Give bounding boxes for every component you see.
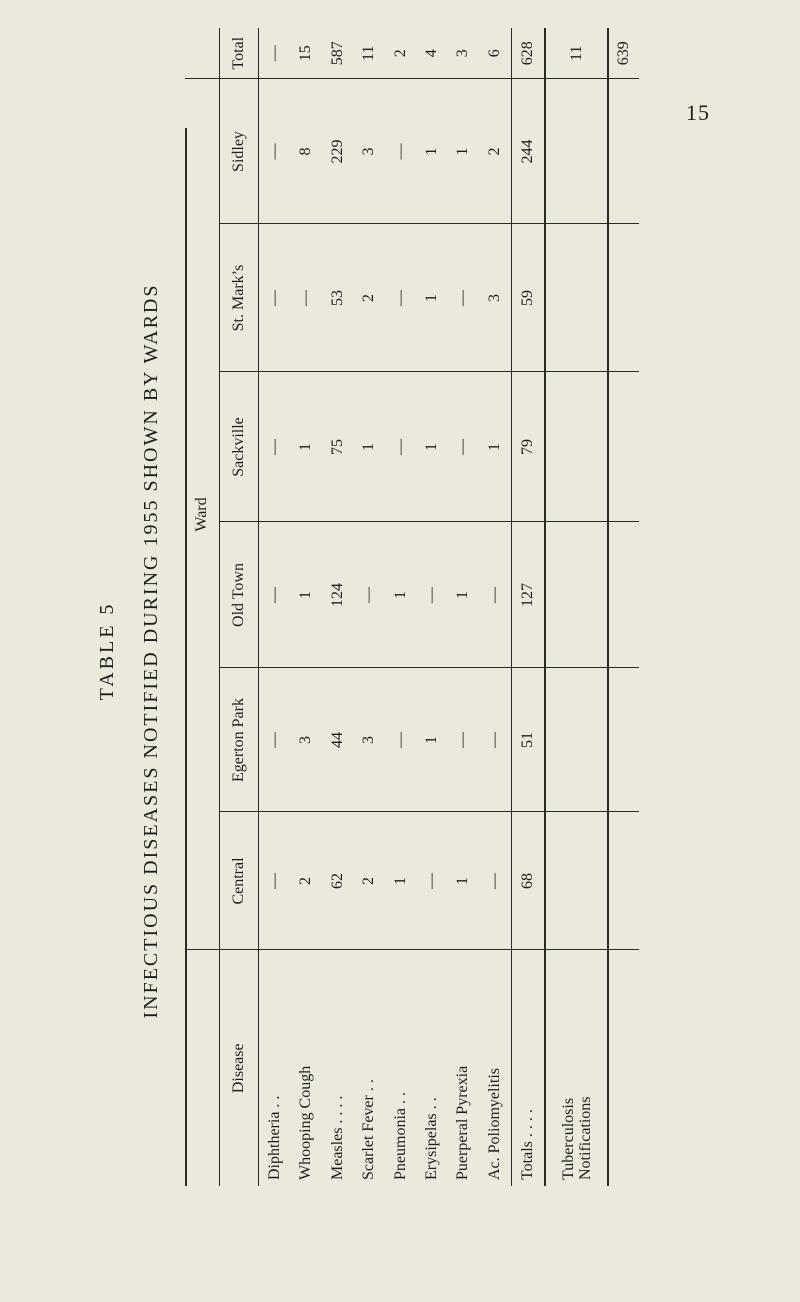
column-header-row <box>220 28 259 1186</box>
disease-cell: Scarlet Fever . . <box>360 1079 378 1180</box>
value-cell: 1 <box>291 522 322 668</box>
totals-cell: 68 <box>511 812 545 950</box>
empty-cell <box>608 950 639 1186</box>
total-cell: 587 <box>322 28 353 79</box>
value-cell: — <box>448 668 479 812</box>
table-row <box>385 28 416 1186</box>
value-cell: — <box>259 79 291 224</box>
value-cell: — <box>291 224 322 372</box>
ward-header-central: Central <box>220 812 259 950</box>
ward-group-header: Ward <box>185 79 220 950</box>
empty-cell <box>608 668 639 812</box>
value-cell: 2 <box>353 812 384 950</box>
totals-cell: 79 <box>511 372 545 522</box>
value-cell: 3 <box>479 224 511 372</box>
value-cell: 2 <box>291 812 322 950</box>
value-cell: — <box>259 372 291 522</box>
infectious-diseases-table <box>185 28 639 1186</box>
value-cell: 1 <box>416 224 447 372</box>
table-rotated-wrapper <box>185 36 639 1186</box>
page-title: INFECTIOUS DISEASES NOTIFIED DURING 1955 SHOWN BY WARDS <box>140 283 162 1019</box>
value-cell: 62 <box>322 812 353 950</box>
value-cell: 53 <box>322 224 353 372</box>
bottom-total-row <box>608 28 639 1186</box>
value-cell: 1 <box>416 372 447 522</box>
table-row <box>448 28 479 1186</box>
empty-cell <box>608 372 639 522</box>
total-cell: 4 <box>416 28 447 79</box>
value-cell: — <box>385 224 416 372</box>
value-cell: 1 <box>448 522 479 668</box>
tuberculosis-total: 11 <box>545 28 608 79</box>
ward-header-old-town: Old Town <box>220 522 259 668</box>
tuberculosis-label-line1: Tuberculosis <box>559 1097 577 1180</box>
value-cell: 44 <box>322 668 353 812</box>
value-cell: — <box>259 522 291 668</box>
empty-cell <box>608 79 639 224</box>
total-header-spacer <box>185 28 220 79</box>
empty-cell <box>545 372 608 522</box>
disease-cell: Erysipelas . . <box>422 1097 440 1180</box>
value-cell: — <box>479 522 511 668</box>
ward-header-sidley: Sidley <box>220 79 259 224</box>
value-cell: 75 <box>322 372 353 522</box>
value-cell: — <box>385 668 416 812</box>
value-cell: 1 <box>448 79 479 224</box>
disease-header-spacer <box>185 950 220 1186</box>
totals-cell: 127 <box>511 522 545 668</box>
table-row <box>259 28 291 1186</box>
total-cell: 15 <box>291 28 322 79</box>
grand-total-cell: 628 <box>511 28 545 79</box>
empty-cell <box>545 224 608 372</box>
value-cell: 3 <box>353 668 384 812</box>
value-cell: 8 <box>291 79 322 224</box>
value-cell: 1 <box>479 372 511 522</box>
value-cell: — <box>259 668 291 812</box>
ward-header-row <box>185 28 220 1186</box>
totals-row <box>511 28 545 1186</box>
value-cell: 2 <box>479 79 511 224</box>
ward-header-egerton-park: Egerton Park <box>220 668 259 812</box>
disease-cell: Pneumonia . . <box>391 1092 409 1180</box>
value-cell: — <box>448 224 479 372</box>
value-cell: 1 <box>385 522 416 668</box>
value-cell: — <box>385 372 416 522</box>
ward-header-sackville: Sackville <box>220 372 259 522</box>
empty-cell <box>608 812 639 950</box>
totals-cell: 51 <box>511 668 545 812</box>
empty-cell <box>545 79 608 224</box>
disease-header: Disease <box>220 950 259 1186</box>
value-cell: — <box>353 522 384 668</box>
disease-cell: Diphtheria . . <box>265 1095 283 1180</box>
page-number: 15 <box>686 100 710 125</box>
disease-cell: Puerperal Pyrexia <box>454 1065 472 1180</box>
empty-cell <box>545 668 608 812</box>
disease-cell: Ac. Poliomyelitis <box>485 1068 503 1180</box>
value-cell: — <box>479 668 511 812</box>
value-cell: 1 <box>416 668 447 812</box>
table-row <box>291 28 322 1186</box>
table-row <box>353 28 384 1186</box>
value-cell: 2 <box>353 224 384 372</box>
table-row <box>322 28 353 1186</box>
value-cell: 1 <box>291 372 322 522</box>
total-cell: 2 <box>385 28 416 79</box>
totals-cell: 244 <box>511 79 545 224</box>
value-cell: 124 <box>322 522 353 668</box>
disease-cell: Measles . . . . <box>328 1095 346 1180</box>
value-cell: 3 <box>291 668 322 812</box>
value-cell: 1 <box>385 812 416 950</box>
tuberculosis-label <box>545 950 608 1186</box>
tuberculosis-row <box>545 28 608 1186</box>
value-cell: — <box>385 79 416 224</box>
empty-cell <box>608 522 639 668</box>
value-cell: — <box>448 372 479 522</box>
total-cell: 6 <box>479 28 511 79</box>
total-header: Total <box>220 28 259 79</box>
value-cell: 1 <box>448 812 479 950</box>
tuberculosis-label-line2: Notifications <box>576 1096 594 1180</box>
empty-cell <box>608 224 639 372</box>
value-cell: — <box>479 812 511 950</box>
value-cell: 229 <box>322 79 353 224</box>
disease-cell: Whooping Cough <box>297 1065 315 1180</box>
empty-cell <box>545 812 608 950</box>
value-cell: — <box>259 224 291 372</box>
totals-label: Totals . . . . <box>511 950 545 1186</box>
empty-cell <box>545 522 608 668</box>
value-cell: 1 <box>416 79 447 224</box>
total-cell: 11 <box>353 28 384 79</box>
value-cell: — <box>259 812 291 950</box>
value-cell: 3 <box>353 79 384 224</box>
table-label: TABLE 5 <box>96 601 118 701</box>
table-row <box>479 28 511 1186</box>
total-cell: — <box>259 28 291 79</box>
value-cell: — <box>416 812 447 950</box>
bottom-total: 639 <box>608 28 639 79</box>
table-row <box>416 28 447 1186</box>
ward-header-st-marks: St. Mark’s <box>220 224 259 372</box>
total-cell: 3 <box>448 28 479 79</box>
value-cell: 1 <box>353 372 384 522</box>
totals-cell: 59 <box>511 224 545 372</box>
value-cell: — <box>416 522 447 668</box>
